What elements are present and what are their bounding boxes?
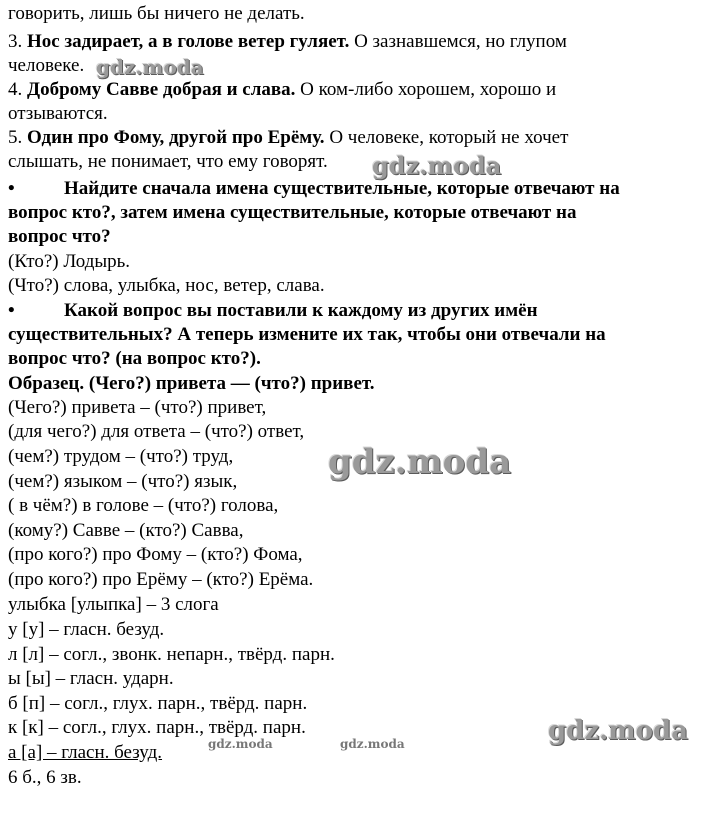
summary-line: 6 б., 6 зв. — [8, 767, 82, 788]
text-line: человеке. — [8, 55, 85, 76]
phonetic-line: улыбка [улыпка] – 3 слога — [8, 594, 219, 615]
text-line: слышать, не понимает, что ему говорят. — [8, 151, 328, 172]
answer-line: (про кого?) про Фому – (кто?) Фома, — [8, 544, 303, 565]
task-text: вопрос кто?, затем имена существительные, которые отвечают на — [8, 202, 577, 223]
proverb-3: 3. Нос задирает, а в голове ветер гуляет. О зазнавшемся, но глупом — [8, 31, 567, 52]
task-text: вопрос что? — [8, 226, 111, 247]
proverb-5: 5. Один про Фому, другой про Ерёму. О человеке, который не хочет — [8, 127, 569, 148]
watermark-logo-small: gdz.moda — [340, 737, 405, 751]
answer-line: ( в чём?) в голове – (что?) голова, — [8, 495, 279, 516]
phonetic-line: л [л] – согл., звонк. непарн., твёрд. парн. — [8, 644, 335, 665]
task-text: существительных? А теперь измените их так, чтобы они отвечали на — [8, 324, 606, 345]
task-bullet-1: • Найдите сначала имена существительные, которые отвечают на — [8, 178, 620, 199]
answer-line: (Что?) слова, улыбка, нос, ветер, слава. — [8, 275, 325, 296]
answer-line: (Чего?) привета – (что?) привет, — [8, 397, 267, 418]
answer-line: (кому?) Савве – (кто?) Савва, — [8, 520, 244, 541]
watermark-logo: gdz.moda — [328, 442, 512, 482]
phonetic-line: у [у] – гласн. безуд. — [8, 619, 165, 640]
proverb-4: 4. Доброму Савве добрая и слава. О ком-либо хорошем, хорошо и — [8, 79, 557, 100]
phonetic-line: к [к] – согл., глух. парн., твёрд. парн. — [8, 717, 306, 738]
text-line: отзываются. — [8, 103, 108, 124]
task-text: вопрос что? (на вопрос кто?). — [8, 348, 261, 369]
watermark-logo: gdz.moda — [548, 716, 689, 746]
sample-line: Образец. (Чего?) привета — (что?) привет. — [8, 373, 375, 394]
watermark-logo: gdz.moda — [96, 55, 204, 79]
answer-line: (Кто?) Лодырь. — [8, 251, 131, 272]
text-line: говорить, лишь бы ничего не делать. — [8, 3, 305, 24]
answer-line: (для чего?) для ответа – (что?) ответ, — [8, 421, 305, 442]
task-bullet-2: • Какой вопрос вы поставили к каждому из других имён — [8, 300, 538, 321]
phonetic-line: а [а] – гласн. безуд. — [8, 742, 163, 763]
watermark-logo: gdz.moda — [372, 151, 502, 180]
answer-line: (чем?) трудом – (что?) труд, — [8, 446, 234, 467]
bullet-icon: • — [8, 178, 15, 199]
phonetic-line: б [п] – согл., глух. парн., твёрд. парн. — [8, 693, 308, 714]
answer-line: (про кого?) про Ерёму – (кто?) Ерёма. — [8, 569, 314, 590]
phonetic-line: ы [ы] – гласн. ударн. — [8, 668, 174, 689]
bullet-icon: • — [8, 300, 15, 321]
answer-line: (чем?) языком – (что?) язык, — [8, 471, 238, 492]
watermark-logo-small: gdz.moda — [208, 737, 273, 751]
